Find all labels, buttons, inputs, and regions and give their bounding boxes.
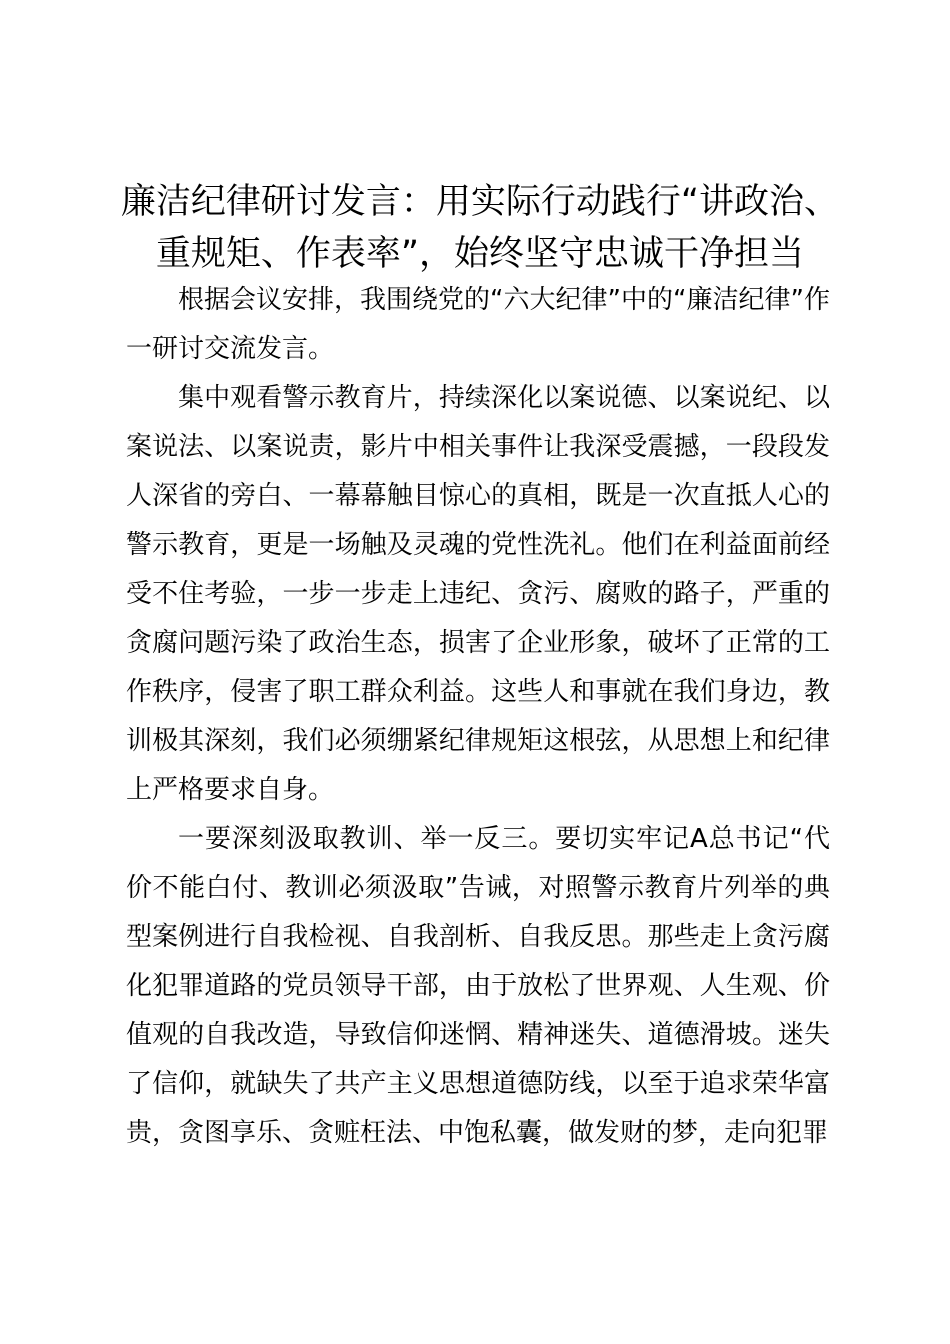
document-body (126, 276, 830, 1158)
paragraph-lesson-one: 一要深刻汲取教训、举一反三。要切实牢记A总书记“代价不能白付、教训必须汲取”告诫，对照警示教育片列举的典型案例进行自我检视、自我剖析、自我反思。那些走上贪污腐化犯罪道路的党员领导干部，由于放松了世界观、人生观、价值观的自我改造，导致信仰迷惘、精神迷失、道德滑坡。迷失了信仰，就缺失了共产主义思想道德防线，以至于追求荣华富贵，贪图享乐、贪赃枉法、中饱私囊，做发财的梦，走向犯罪 (126, 824, 830, 1148)
title-line-2: 重规矩、作表率”，始终坚守忠诚干净担当 (155, 234, 805, 274)
title-line-1: 廉洁纪律研讨发言：用实际行动践行“讲政治、 (120, 182, 840, 222)
paragraph-intro: 根据会议安排，我围绕党的“六大纪律”中的“廉洁纪律”作一研讨交流发言。 (126, 285, 830, 364)
document-title (120, 176, 840, 280)
paragraph-warning-education: 集中观看警示教育片，持续深化以案说德、以案说纪、以案说法、以案说责，影片中相关事件让我深受震撼，一段段发人深省的旁白、一幕幕触目惊心的真相，既是一次直抵人心的警示教育，更是一场触及灵魂的党性洗礼。他们在利益面前经受不住考验，一步一步走上违纪、贪污、腐败的路子，严重的贪腐问题污染了政治生态，损害了企业形象，破坏了正常的工作秩序，侵害了职工群众利益。这些人和事就在我们身边，教训极其深刻，我们必须绷紧纪律规矩这根弦，从思想上和纪律上严格要求自身。 (126, 383, 830, 805)
